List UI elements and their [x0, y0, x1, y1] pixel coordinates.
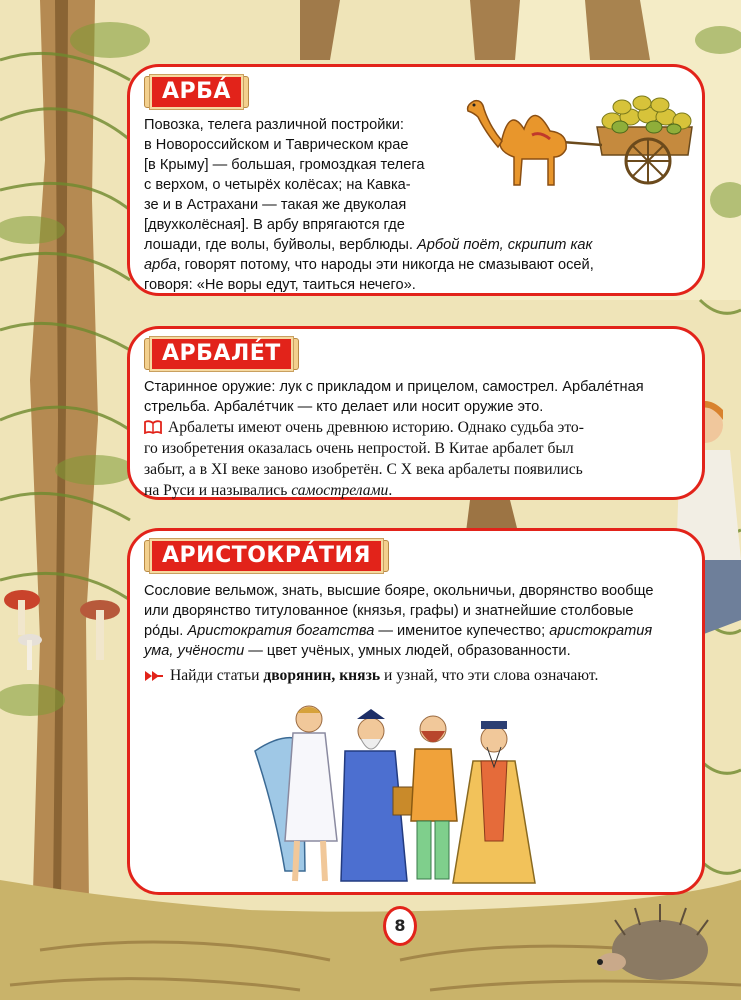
note-arbalet — [144, 417, 700, 501]
scroll-cap-left — [144, 338, 152, 370]
text-line: лошади, где волы, буйволы, верблюды. Арбой поёт, скрипит как — [144, 237, 593, 253]
entry-card-arba — [127, 64, 705, 296]
text-line: или дворянство титулованное (князья, графы) и знатнейшие столбовые — [144, 603, 634, 619]
entry-card-aristokratiya — [127, 528, 705, 895]
text-line: [в Крыму] — большая, громоздкая телега — [144, 157, 425, 173]
scroll-cap-right — [241, 76, 249, 108]
text-line: в Новороссийском и Таврическом крае — [144, 137, 409, 153]
text-line: го изобретения оказалась очень непростой. В Китае арбалет был — [144, 440, 574, 457]
text-line: говоря: «Не воры едут, таиться нечего». — [144, 277, 416, 293]
open-book-icon — [144, 420, 162, 434]
entry-card-arbalet — [127, 326, 705, 500]
text-line: ро́ды. Аристократия богатства — именитое купечество; аристократия — [144, 623, 653, 639]
text-line: Старинное оружие: лук с прикладом и прицелом, самострел. Арбале́тная — [144, 379, 644, 395]
definition-arba-continued — [144, 235, 700, 295]
headword-plate — [144, 541, 389, 571]
double-arrow-icon — [144, 670, 164, 682]
text-line: на Руси и назывались самострелами. — [144, 482, 393, 499]
text-line: Повозка, телега различной постройки: — [144, 117, 404, 133]
definition-aristokratiya — [144, 581, 700, 661]
camel-cart-illustration — [462, 87, 700, 197]
headword-plate — [144, 77, 249, 107]
text-line: с верхом, о четырёх колёсах; на Кавка- — [144, 177, 411, 193]
text-line: Арбалеты имеют очень древнюю историю. Однако судьба это- — [144, 417, 700, 438]
text-line: стрельба. Арбале́тчик — кто делает или носит оружие это. — [144, 399, 544, 415]
headword-aristokratiya: АРИСТОКРА́ТИЯ — [152, 541, 381, 571]
definition-arbalet — [144, 377, 700, 417]
text-line: ума, учёности — цвет учёных, умных людей, образованности. — [144, 643, 571, 659]
text-line: забыт, а в XI веке заново изобретён. С X века арбалеты появились — [144, 461, 583, 478]
headword-arbalet: АРБАЛЕ́Т — [152, 339, 291, 369]
text-line: арба, говорят потому, что народы эти никогда не смазывают осей, — [144, 257, 594, 273]
scroll-cap-left — [144, 76, 152, 108]
headword-arba: АРБА́ — [152, 77, 241, 107]
aristocrats-illustration — [245, 691, 585, 891]
scroll-cap-right — [381, 540, 389, 572]
text-line: [двухколёсная]. В арбу впрягаются где — [144, 217, 405, 233]
text-line: Сословие вельмож, знать, высшие бояре, окольничьи, дворянство вообще — [144, 583, 654, 599]
definition-arba — [144, 115, 474, 235]
scroll-cap-right — [291, 338, 299, 370]
headword-plate — [144, 339, 299, 369]
scroll-cap-left — [144, 540, 152, 572]
task-aristokratiya: Найди статьи дворянин, князь и узнай, что эти слова означают. — [144, 665, 704, 686]
text-line: зе и в Астрахани — такая же двуколая — [144, 197, 407, 213]
page-number: 8 — [383, 906, 417, 946]
